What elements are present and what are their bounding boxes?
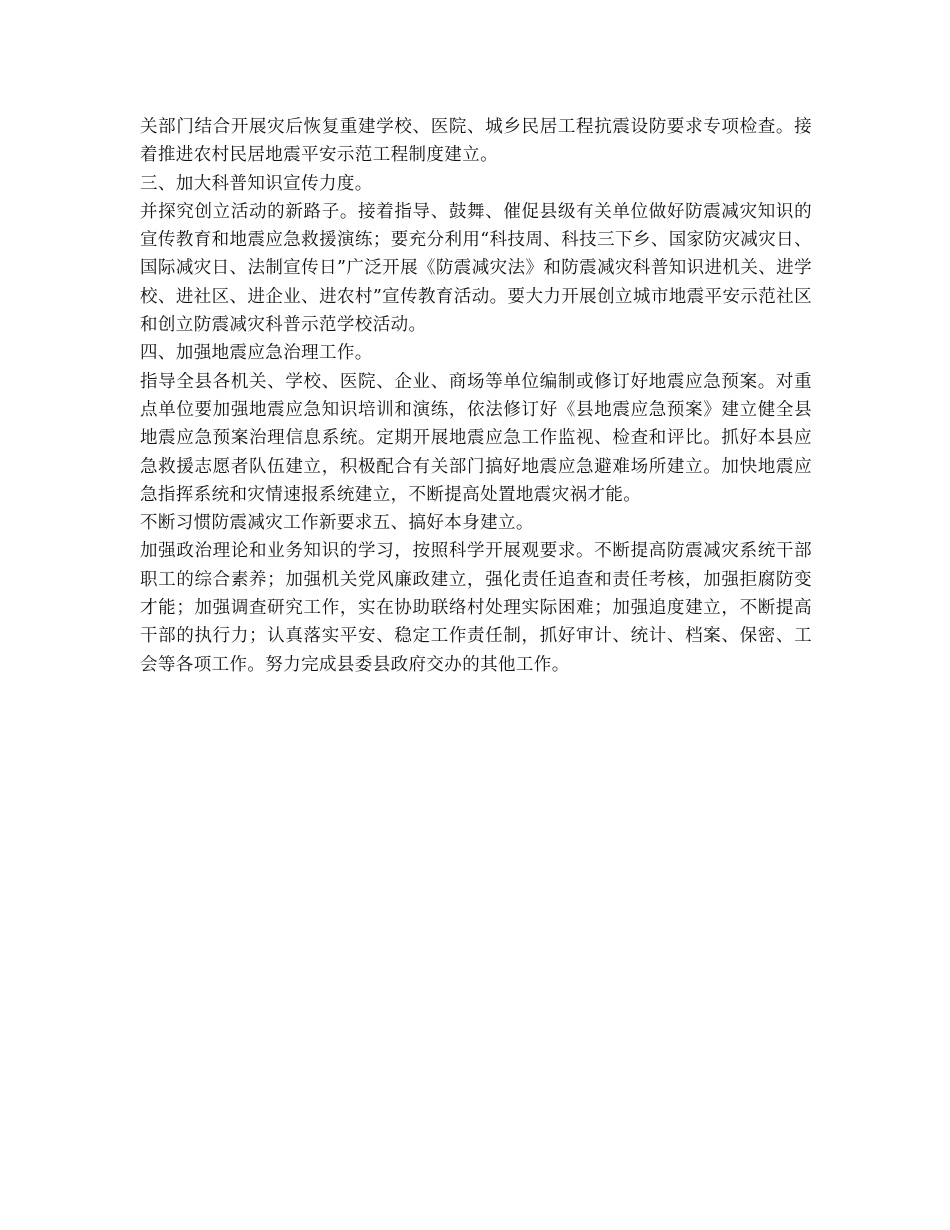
section-heading-4: 四、加强地震应急治理工作。: [140, 343, 373, 364]
paragraph-publicity: 并探究创立活动的新路子。接着指导、鼓舞、催促县级有关单位做好防震减灾知识的宣传教育和地震应急救援演练；要充分利用“科技周、科技三下乡、国家防灾减灾日、国际减灾日、法制宣传日”广泛开展《防震减灾法》和防震减灾科普知识进机关、进学校、进社区、进企业、进农村”宣传教育活动。要大力开展创立城市地震平安示范社区和创立防震减灾科普示范学校活动。: [140, 201, 812, 336]
paragraph-self-building: 加强政治理论和业务知识的学习，按照科学开展观要求。不断提高防震减灾系统干部职工的综合素养；加强机关党风廉政建立，强化责任追查和责任考核，加强拒腐防变才能；加强调查研究工作，实在协助联络村处理实际困难；加强追度建立，不断提高干部的执行力；认真落实平安、稳定工作责任制，抓好审计、统计、档案、保密、工会等各项工作。努力完成县委县政府交办的其他工作。: [140, 541, 812, 675]
paragraph-inspection: 关部门结合开展灾后恢复重建学校、医院、城乡民居工程抗震设防要求专项检查。接着推进农村民居地震平安示范工程制度建立。: [140, 117, 812, 166]
section-heading-5: 不断习惯防震减灾工作新要求五、搞好本身建立。: [140, 513, 534, 534]
document-body: [140, 113, 812, 679]
section-heading-3: 三、加大科普知识宣传力度。: [140, 173, 373, 194]
paragraph-emergency: 指导全县各机关、学校、医院、企业、商场等单位编制或修订好地震应急预案。对重点单位要加强地震应急知识培训和演练，依法修订好《县地震应急预案》建立健全县地震应急预案治理信息系统。定期开展地震应急工作监视、检查和评比。抓好本县应急救援志愿者队伍建立，积极配合有关部门搞好地震应急避难场所建立。加快地震应急指挥系统和灾情速报系统建立，不断提高处置地震灾祸才能。: [140, 371, 812, 505]
